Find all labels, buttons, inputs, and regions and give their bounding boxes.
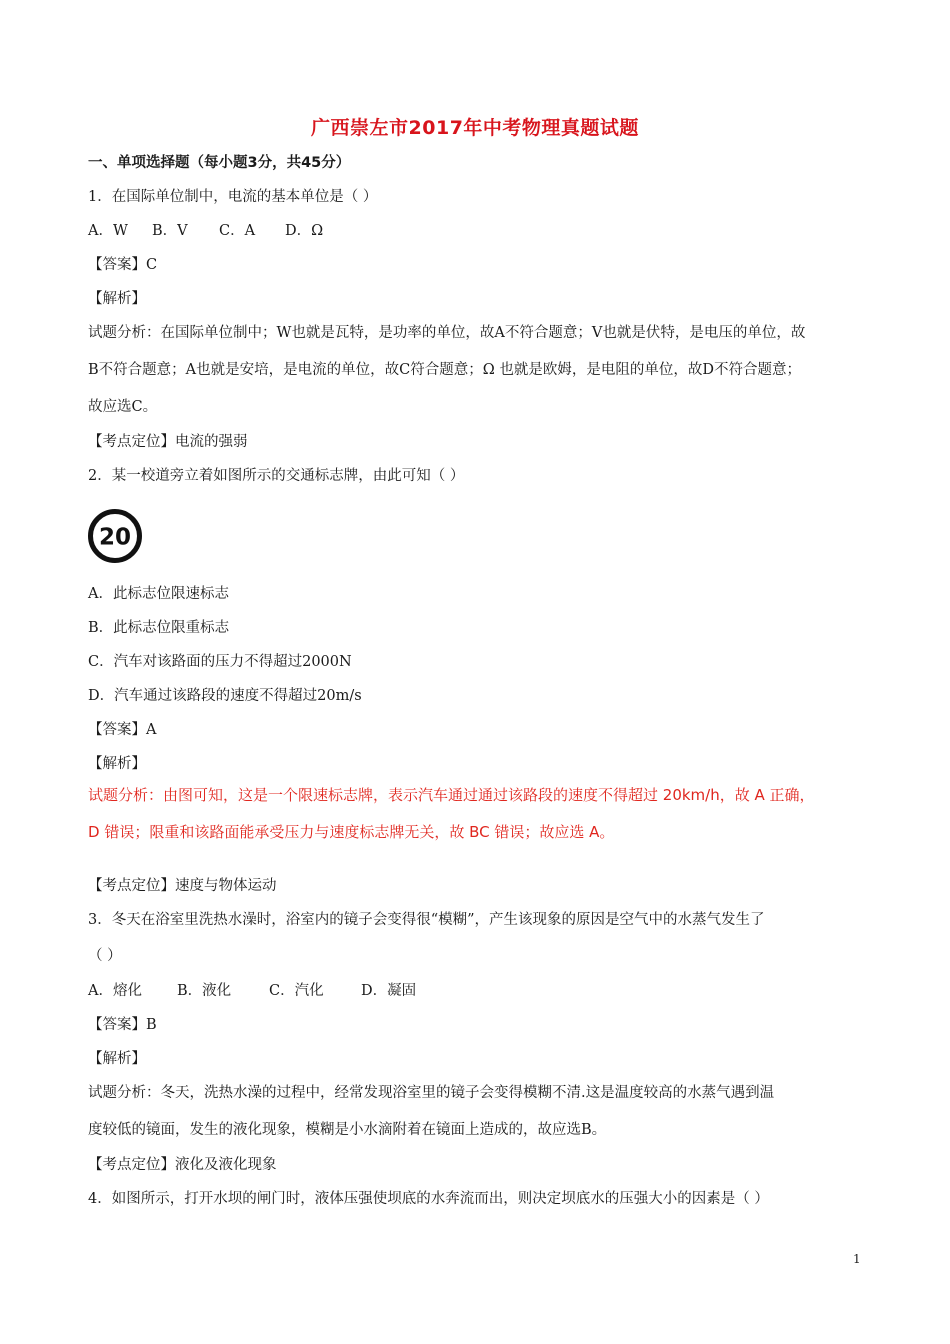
q1-analysis-line-3: 故应选C。 xyxy=(88,399,158,415)
speed-limit-sign-text: 20 xyxy=(98,524,132,551)
page-title: 广西崇左市2017年中考物理真题试题 xyxy=(311,117,639,139)
q3-options xyxy=(88,981,416,1001)
q1-option-b: B．V xyxy=(152,223,188,239)
q2-topic: 【考点定位】速度与物体运动 xyxy=(88,878,277,894)
q3-analysis-line-1: 试题分析：冬天，洗热水澡的过程中，经常发现浴室里的镜子会变得模糊不清.这是温度较高的水蒸气遇到温 xyxy=(88,1085,775,1101)
section-heading: 一、单项选择题（每小题3分，共45分） xyxy=(88,155,351,171)
q3-stem: 3．冬天在浴室里洗热水澡时，浴室内的镜子会变得很“模糊”，产生该现象的原因是空气中的水蒸气发生了 xyxy=(88,912,765,928)
q3-analysis-label: 【解析】 xyxy=(88,1051,146,1067)
q2-analysis-line-2: D 错误；限重和该路面能承受压力与速度标志牌无关，故 BC 错误；故应选 A。 xyxy=(88,823,615,841)
speed-limit-sign-icon xyxy=(88,509,142,563)
q1-option-d: D．Ω xyxy=(285,223,324,239)
q1-analysis-line-2: B不符合题意；A也就是安培，是电流的单位，故C符合题意；Ω 也就是欧姆，是电阻的单位，故D不符合题意； xyxy=(88,362,801,378)
q2-option-a: A．此标志位限速标志 xyxy=(88,586,229,602)
q2-analysis-label: 【解析】 xyxy=(88,756,146,772)
q3-stem-continued: （ ） xyxy=(88,948,122,964)
q3-analysis-line-2: 度较低的镜面，发生的液化现象，模糊是小水滴附着在镜面上造成的，故应选B。 xyxy=(88,1122,607,1138)
q2-analysis-line-1: 试题分析：由图可知，这是一个限速标志牌，表示汽车通过通过该路段的速度不得超过 20km/h，故 A 正确， xyxy=(88,786,815,804)
q2-option-b: B．此标志位限重标志 xyxy=(88,620,230,636)
q2-answer: 【答案】A xyxy=(88,722,157,738)
q1-stem: 1．在国际单位制中，电流的基本单位是（ ） xyxy=(88,189,378,205)
q3-answer: 【答案】B xyxy=(88,1017,157,1033)
q1-options xyxy=(88,221,323,241)
q3-option-c: C．汽化 xyxy=(269,983,324,999)
q1-analysis-label: 【解析】 xyxy=(88,291,146,307)
q3-option-d: D．凝固 xyxy=(361,983,417,999)
q1-topic: 【考点定位】电流的强弱 xyxy=(88,434,248,450)
q1-answer: 【答案】C xyxy=(88,257,158,273)
q1-option-a: A．W xyxy=(88,223,128,239)
q2-stem: 2．某一校道旁立着如图所示的交通标志牌，由此可知（ ） xyxy=(88,468,465,484)
q2-option-c: C．汽车对该路面的压力不得超过2000N xyxy=(88,654,352,670)
q1-analysis-line-1: 试题分析：在国际单位制中；W也就是瓦特，是功率的单位，故A不符合题意；V也就是伏特，是电压的单位，故 xyxy=(88,325,806,341)
q4-stem: 4．如图所示，打开水坝的闸门时，液体压强使坝底的水奔流而出，则决定坝底水的压强大小的因素是（ ） xyxy=(88,1191,769,1207)
page-number: 1 xyxy=(853,1252,861,1266)
q3-option-a: A．熔化 xyxy=(88,983,142,999)
q3-option-b: B．液化 xyxy=(177,983,232,999)
q1-option-c: C．A xyxy=(219,223,256,239)
q2-option-d: D．汽车通过该路段的速度不得超过20m/s xyxy=(88,688,362,704)
q3-topic: 【考点定位】液化及液化现象 xyxy=(88,1157,277,1173)
